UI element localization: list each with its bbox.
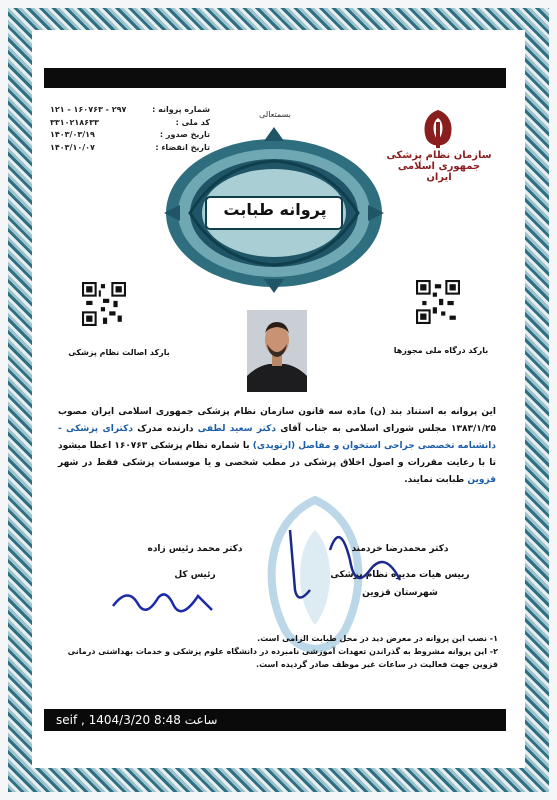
authenticity-qr-code-icon: [82, 282, 126, 326]
president-title: رئیس کل: [174, 570, 216, 580]
license-number-value: ۱۲۱ - ۱۶۰۷۶۳ - ۲۹۷: [50, 105, 127, 114]
organization-name: سازمان نظام پزشکی جمهوری اسلامی ایران: [386, 150, 492, 183]
holder-name: دکتر سعید لطفی: [197, 424, 277, 434]
board-chair-title-1: رییس هیات مدیره نظام پزشکی: [330, 570, 470, 580]
board-chair-title-2: شهرستان قزوین: [362, 588, 438, 598]
statement-part-4: اعطا میشود تا با رعایت مقررات و اصول اخلاق پزشکی در مطب شخصی و یا موسسات پزشکی فقط در شهر: [58, 441, 496, 468]
print-stamp: seif , 1404/3/20 8:48 ساعت: [56, 713, 218, 727]
header-bar: [44, 68, 506, 88]
footer-bar: [44, 709, 506, 731]
holder-degree: دکترای پزشکی - دانشنامه تخصصی جراحی استخوان و مفاصل (ارتوپدی): [58, 424, 497, 451]
statement-part-3: با شماره نظام پزشکی: [147, 441, 253, 451]
note-2: ۲- این پروانه مشروط به گذراندن تعهدات آموزشی نامبرده در دانشگاه علوم پزشکی و خدمات بهداشتی درمانی قزوین جهت فعالیت در ساعات غیر موظف صادر گردیده است.: [67, 647, 498, 669]
medical-council-logo-icon: [418, 108, 458, 154]
basmala: بسمتعالی: [259, 110, 291, 119]
license-number-label: شماره پروانه :: [152, 105, 210, 114]
expiry-date-label: تاریخ انقضاء :: [155, 142, 210, 152]
issue-date-label: تاریخ صدور :: [159, 130, 210, 139]
certificate-title: پروانه طبابت: [223, 200, 327, 219]
national-code-value: ۳۳۱۰۲۱۸۶۳۳: [50, 117, 99, 127]
license-notes: [58, 632, 498, 671]
national-portal-qr-code-icon: [416, 280, 460, 324]
statement-part-1: این پروانه به استناد بند (ن) ماده سه قانون سازمان نظام پزشکی جمهوری اسلامی ایران مصوب ۱۳۸۳/۱/۲۵ مجلس شورای اسلامی به جناب آقای: [58, 407, 497, 434]
license-statement: [58, 404, 496, 489]
medical-system-number: ۱۶۰۷۶۳: [114, 441, 148, 451]
board-chair-signature: [270, 510, 420, 610]
board-chair-name: دکتر محمدرضا خردمند: [351, 544, 449, 554]
holder-photo: [247, 310, 307, 392]
statement-part-5: طبابت نمایند.: [404, 475, 468, 485]
statement-part-2: دارنده مدرک: [132, 424, 198, 434]
national-code-label: کد ملی :: [175, 117, 210, 127]
practice-city: قزوین: [467, 475, 496, 485]
national-portal-barcode-caption: بارکد درگاه ملی مجوزها: [393, 346, 489, 355]
president-signature: [108, 576, 218, 626]
authenticity-barcode-caption: بارکد اصالت نظام پزشکی: [68, 348, 170, 357]
note-1: ۱- نصب این پروانه در معرض دید در محل طبابت الزامی است.: [257, 634, 498, 643]
expiry-date-value: ۱۴۰۳/۱۰/۰۷: [50, 142, 95, 152]
issue-date-value: ۱۴۰۳/۰۳/۱۹: [50, 130, 95, 139]
president-name: دکتر محمد رئیس زاده: [147, 544, 243, 554]
